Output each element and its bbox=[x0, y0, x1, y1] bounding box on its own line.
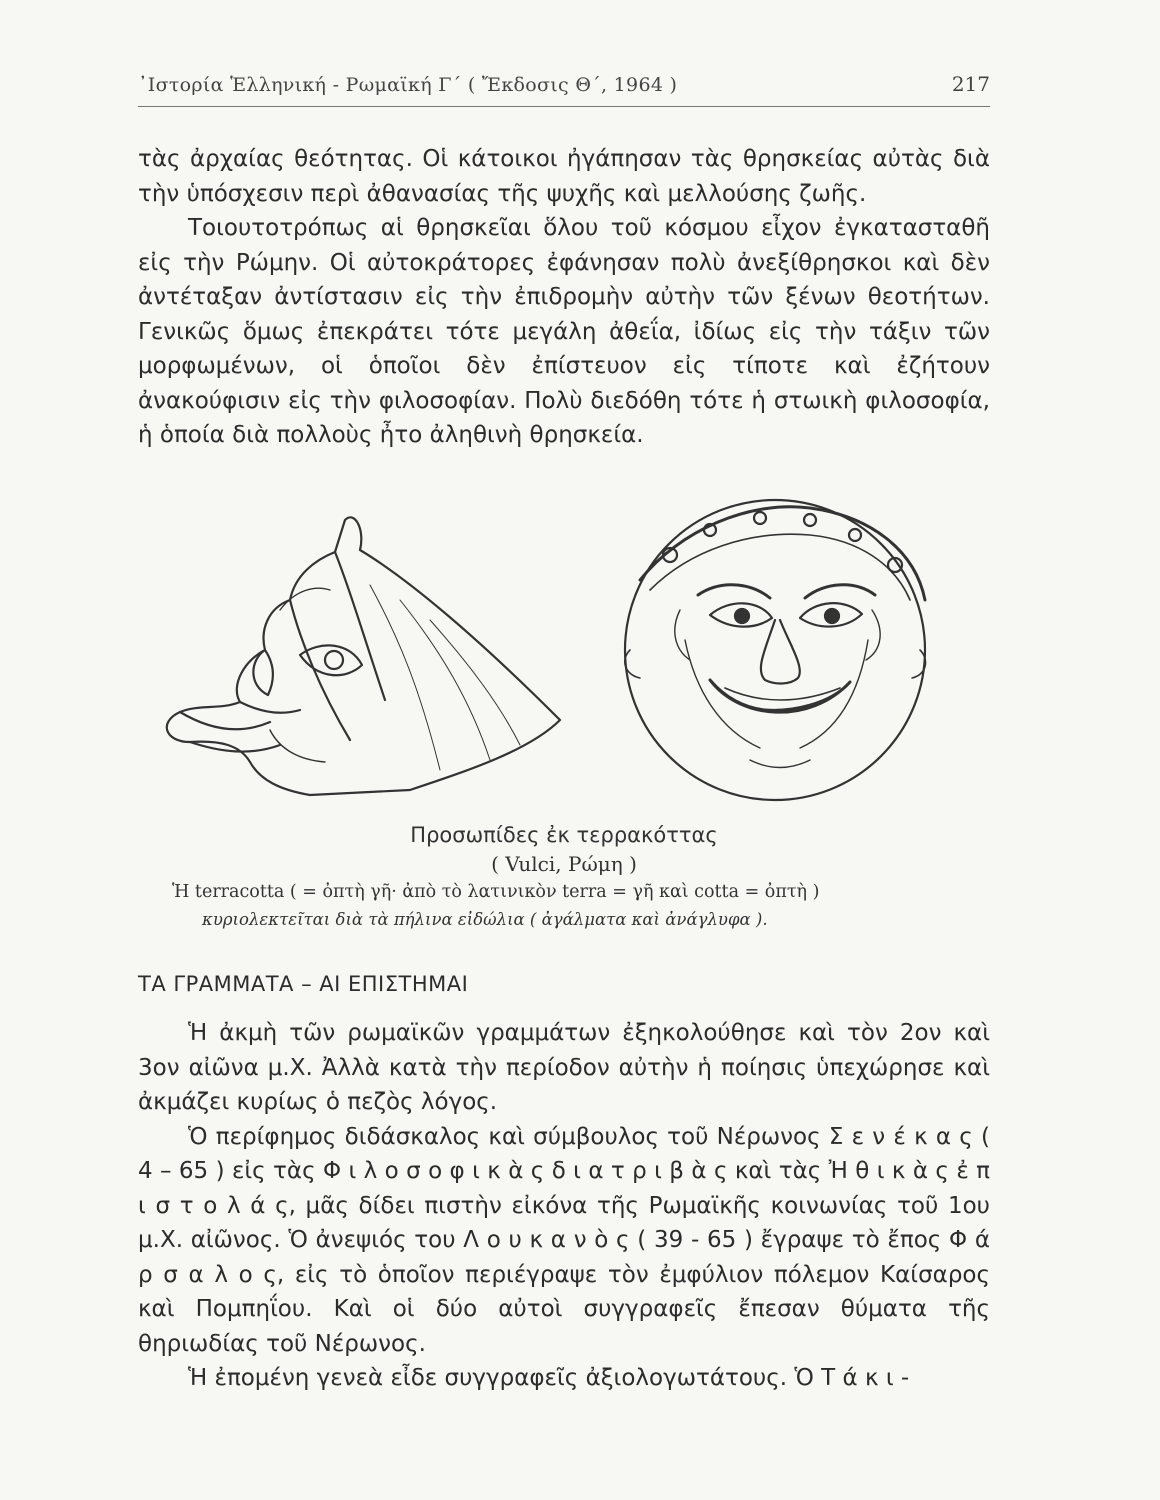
caption-source: ( Vulci, Ρώμη ) bbox=[491, 852, 637, 876]
book-title: ᾿Ιστορία Ἑλληνική - Ρωμαϊκή Γ΄ ( Ἔκδοσις Θ΄, 1964 ) bbox=[138, 74, 678, 96]
caption-note-line1: Ἡ terracotta ( = ὀπτὴ γῆ· ἀπὸ τὸ λατινικὸν terra = γῆ καὶ cotta = ὀπτὴ ) bbox=[172, 882, 820, 902]
running-header bbox=[138, 70, 990, 107]
paragraph: Ὁ περίφημος διδάσκαλος καὶ σύμβουλος τοῦ Νέρωνος Σ ε ν έ κ α ς ( 4 – 65 ) εἰς τὰς Φ ι λ ο σ ο φ ι κ ὰ ς δ ι α τ ρ ι β ὰ ς καὶ τὰς Ἠ θ ι κ ὰ ς ἐ π ι σ τ ο λ ά ς, μᾶς δίδει πιστὴν εἰκόνα τῆς Ρωμαϊκῆς κοινωνίας τοῦ 1ου μ.Χ. αἰῶνος. Ὁ ἀνεψιός του Λ ο υ κ α ν ὸ ς ( 39 - 65 ) ἔγραψε τὸ ἔπος Φ ά ρ σ α λ ο ς, εἰς τὸ ὁποῖον περιέγραψε τὸν ἐμφύλιον πόλεμον Καίσαρος καὶ Πομπηΐου. Καὶ οἱ δύο αὐτοὶ συγγραφεῖς ἔπεσαν θύματα τῆς θηριωδίας τοῦ Νέρωνος. bbox=[138, 1123, 990, 1357]
intro-text bbox=[138, 142, 990, 453]
frontal-mask-image bbox=[625, 500, 926, 800]
section-text bbox=[138, 1016, 990, 1396]
figure-caption bbox=[138, 820, 990, 933]
paragraph: Ἡ ἐπομένη γενεὰ εἶδε συγγραφεῖς ἀξιολογωτάτους. Ὁ Τ ά κ ι - bbox=[188, 1365, 910, 1391]
paragraph: Ἡ ἀκμὴ τῶν ρωμαϊκῶν γραμμάτων ἐξηκολούθησε καὶ τὸν 2ον καὶ 3ον αἰῶνα μ.Χ. Ἀλλὰ κατὰ τὴν περίοδον αὐτὴν ἡ ποίησις ὑπεχώρησε καὶ ἀκμάζει κυρίως ὁ πεζὸς λόγος. bbox=[138, 1020, 990, 1115]
page-number: 217 bbox=[951, 72, 990, 96]
section-heading: ΤΑ ΓΡΑΜΜΑΤΑ – ΑΙ ΕΠΙΣΤΗΜΑΙ bbox=[138, 972, 469, 996]
masks-drawing bbox=[150, 490, 990, 810]
terracotta-masks-illustration bbox=[150, 490, 990, 810]
paragraph: τὰς ἀρχαίας θεότητας. Οἱ κάτοικοι ἠγάπησαν τὰς θρησκείας αὐτὰς διὰ τὴν ὑπόσχεσιν περὶ ἀθανασίας τῆς ψυχῆς καὶ μελλούσης ζωῆς. bbox=[138, 146, 990, 207]
paragraph: Τοιουτοτρόπως αἱ θρησκεῖαι ὅλου τοῦ κόσμου εἶχον ἐγκατασταθῆ εἰς τὴν Ρώμην. Οἱ αὐτοκράτορες ἐφάνησαν πολὺ ἀνεξίθρησκοι καὶ δὲν ἀντέταξαν ἀντίστασιν εἰς τὴν ἐπιδρομὴν αὐτὴν τῶν ξένων θεοτήτων. Γενικῶς ὅμως ἐπεκράτει τότε μεγάλη ἀθεΐα, ἰδίως εἰς τὴν τάξιν τῶν μορφωμένων, οἱ ὁποῖοι δὲν ἐπίστευον εἰς τίποτε καὶ ἐζήτουν ἀνακούφισιν εἰς τὴν φιλοσοφίαν. Πολὺ διεδόθη τότε ἡ στωικὴ φιλοσοφία, ἡ ὁποία διὰ πολλοὺς ἦτο ἀληθινὴ θρησκεία. bbox=[138, 215, 990, 448]
profile-mask-image bbox=[167, 517, 560, 795]
caption-title: Προσωπίδες ἐκ τερρακόττας bbox=[410, 823, 718, 847]
caption-note-line2: κυριολεκτεῖται διὰ τὰ πήλινα εἰδώλια ( ἀγάλματα καὶ ἀνάγλυφα ). bbox=[202, 910, 768, 929]
